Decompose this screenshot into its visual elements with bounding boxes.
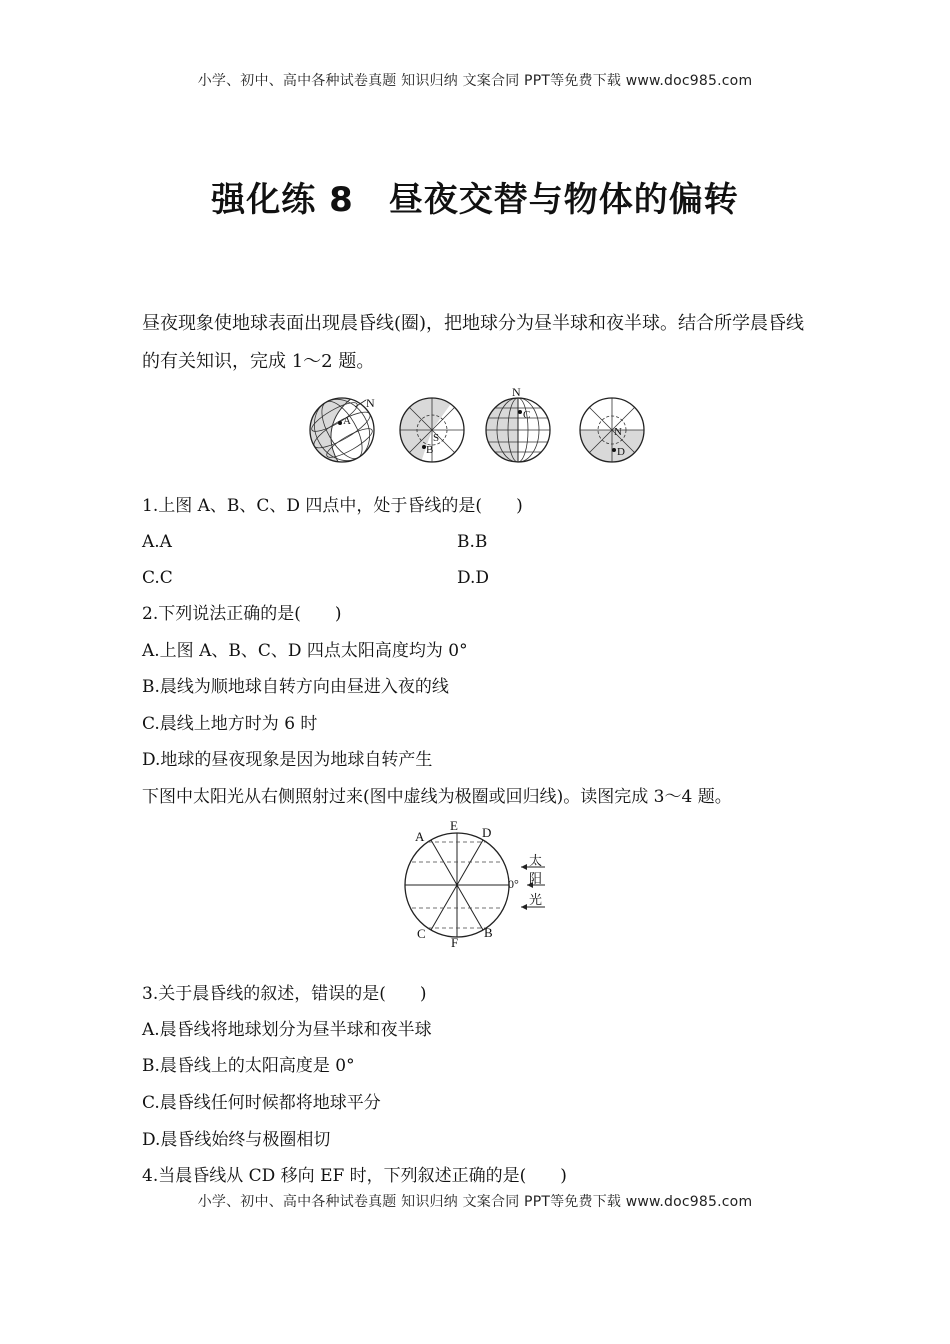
q3-option-d: D.晨昏线始终与极圈相切 bbox=[142, 1130, 331, 1150]
globe2-label-b: B bbox=[426, 444, 434, 456]
page-title: 强化练 8 昼夜交替与物体的偏转 bbox=[211, 180, 739, 220]
q1-option-c: C.C bbox=[142, 568, 173, 588]
figure-terminator bbox=[395, 815, 555, 950]
q2-option-c: C.晨线上地方时为 6 时 bbox=[142, 714, 318, 734]
page-footer: 小学、初中、高中各种试卷真题 知识归纳 文案合同 PPT等免费下载 www.doc985.com bbox=[197, 1194, 753, 1210]
figure-globes bbox=[300, 385, 660, 465]
sun-label-2: 阳 bbox=[529, 871, 543, 886]
globe-2 bbox=[400, 398, 475, 465]
sun-label-1: 太 bbox=[529, 853, 543, 868]
globe-1 bbox=[303, 389, 380, 465]
q3-option-c: C.晨昏线任何时候都将地球平分 bbox=[142, 1093, 381, 1113]
globe2-label-s: S bbox=[433, 432, 440, 444]
q3-option-b: B.晨昏线上的太阳高度是 0° bbox=[142, 1056, 355, 1076]
q3-stem: 3.关于晨昏线的叙述，错误的是( ) bbox=[142, 984, 427, 1004]
q1-option-b: B.B bbox=[457, 532, 488, 552]
q2-option-a: A.上图 A、B、C、D 四点太阳高度均为 0° bbox=[142, 641, 468, 661]
globe1-label-n: N bbox=[366, 396, 375, 410]
globe4-label-n: N bbox=[614, 426, 622, 438]
sun-label-3: 光 bbox=[529, 892, 543, 907]
globe-4 bbox=[580, 398, 644, 462]
globe-3 bbox=[486, 385, 550, 462]
fig2-label-d: D bbox=[482, 825, 492, 840]
q2-stem: 2.下列说法正确的是( ) bbox=[142, 604, 342, 624]
intro-paragraph-2: 下图中太阳光从右侧照射过来(图中虚线为极圈或回归线)。读图完成 3～4 题。 bbox=[142, 787, 732, 807]
q1-option-d: D.D bbox=[457, 568, 490, 588]
q4-stem: 4.当晨昏线从 CD 移向 EF 时，下列叙述正确的是( ) bbox=[142, 1166, 567, 1186]
globe4-label-d: D bbox=[617, 446, 625, 458]
fig2-label-a: A bbox=[415, 829, 425, 844]
intro-paragraph-1: 昼夜现象使地球表面出现晨昏线(圈)，把地球分为昼半球和夜半球。结合所学晨昏线的有关知识，完成 1～2 题。 bbox=[142, 313, 805, 372]
fig2-label-equator: 0° bbox=[508, 877, 519, 891]
fig2-label-b: B bbox=[484, 925, 493, 940]
q1-stem: 1.上图 A、B、C、D 四点中，处于昏线的是( ) bbox=[142, 496, 523, 516]
fig2-label-c: C bbox=[417, 926, 426, 941]
globe1-label-a: A bbox=[343, 415, 351, 427]
q2-option-d: D.地球的昼夜现象是因为地球自转产生 bbox=[142, 750, 433, 770]
globe3-label-c: C bbox=[523, 409, 531, 421]
page-header: 小学、初中、高中各种试卷真题 知识归纳 文案合同 PPT等免费下载 www.doc985.com bbox=[197, 73, 753, 89]
q1-option-a: A.A bbox=[142, 532, 172, 552]
fig2-label-e: E bbox=[450, 818, 458, 833]
fig2-label-f: F bbox=[451, 935, 459, 950]
q2-option-b: B.晨线为顺地球自转方向由昼进入夜的线 bbox=[142, 677, 449, 697]
q3-option-a: A.晨昏线将地球划分为昼半球和夜半球 bbox=[142, 1020, 432, 1040]
globe3-label-n: N bbox=[512, 385, 521, 399]
